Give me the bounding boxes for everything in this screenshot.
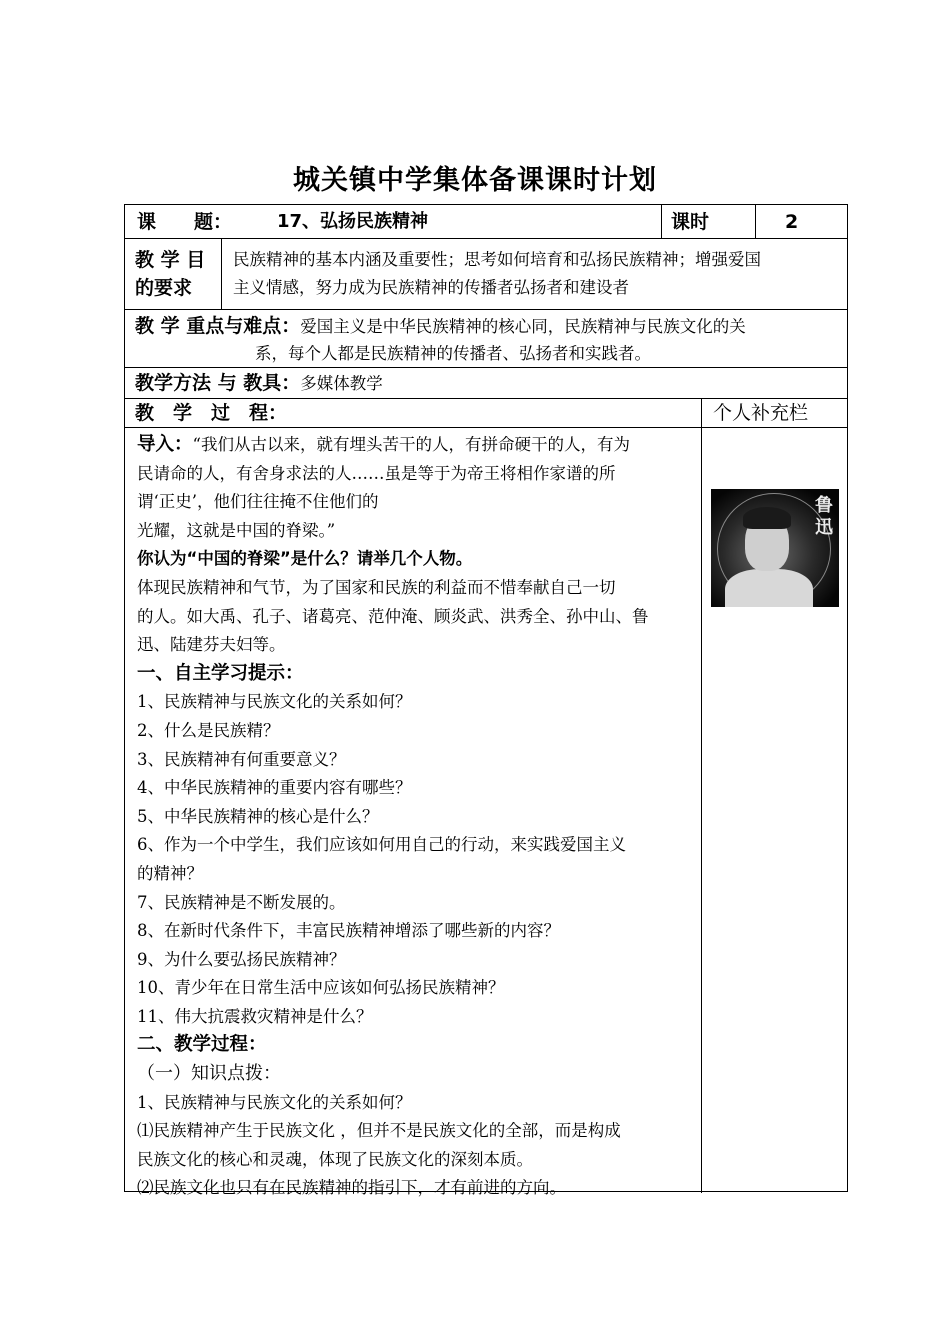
- topic-label: 课 题：: [137, 211, 233, 233]
- self-study-item: 2、什么是民族精？: [137, 720, 280, 740]
- portrait-caption-char: 鲁: [815, 495, 833, 516]
- lesson-plan-table: [124, 204, 848, 1198]
- goals-label: [135, 246, 205, 302]
- intro-line: 谓‘正史’，他们往往掩不住他们的: [137, 492, 379, 512]
- intro-label: 导入：: [137, 434, 193, 455]
- row-divider: [125, 367, 847, 368]
- answer-line: 迅、陆建芬夫妇等。: [137, 635, 286, 655]
- self-study-item: 5、中华民族精神的核心是什么？: [137, 806, 379, 826]
- knowledge-line: ⑴民族精神产生于民族文化 ，但并不是民族文化的全部，而是构成: [137, 1121, 621, 1141]
- topic-value: 17、弘扬民族精神: [277, 211, 429, 232]
- self-study-item: 的精神？: [137, 863, 203, 883]
- goals-text-line2: 主义情感，努力成为民族精神的传播者弘扬者和建设者: [233, 278, 629, 297]
- column-divider: [755, 205, 756, 238]
- focus-text-line1: 爱国主义是中华民族精神的核心同，民族精神与民族文化的关: [300, 317, 746, 336]
- knowledge-line: ⑵民族文化也只有在民族精神的指引下，才有前进的方向。: [137, 1178, 566, 1198]
- row-divider: [125, 427, 847, 428]
- method-text: 多媒体教学: [300, 374, 383, 393]
- process-label: 教 学 过 程：: [135, 402, 288, 424]
- goals-label-line2: 的要求: [135, 277, 193, 299]
- side-column-label: 个人补充栏: [713, 402, 809, 424]
- method-label: 教学方法 与 教具：: [135, 372, 301, 394]
- column-divider: [661, 205, 662, 238]
- self-study-item: 8、在新时代条件下，丰富民族精神增添了哪些新的内容？: [137, 921, 560, 941]
- column-divider: [221, 238, 222, 309]
- self-study-item: 9、为什么要弘扬民族精神？: [137, 949, 346, 969]
- process-content: [137, 431, 703, 1203]
- answer-line: 的人。如大禹、孔子、诸葛亮、范仲淹、顾炎武、洪秀全、孙中山、鲁: [137, 606, 649, 626]
- page-title: 城关镇中学集体备课课时计划: [293, 165, 657, 196]
- knowledge-line: 民族文化的核心和灵魂，体现了民族文化的深刻本质。: [137, 1149, 533, 1169]
- self-study-item: 6、作为一个中学生，我们应该如何用自己的行动，来实践爱国主义: [137, 835, 626, 855]
- self-study-item: 3、民族精神有何重要意义？: [137, 749, 346, 769]
- goals-text: [233, 246, 843, 302]
- portrait-image: [711, 489, 839, 607]
- period-value: 2: [785, 211, 799, 233]
- knowledge-line: 1、民族精神与民族文化的关系如何？: [137, 1092, 412, 1112]
- self-study-item: 11、伟大抗震救灾精神是什么？: [137, 1006, 373, 1026]
- goals-text-line1: 民族精神的基本内涵及重要性；思考如何培育和弘扬民族精神；增强爱国: [233, 250, 761, 269]
- subsection-heading: （一）知识点拨：: [137, 1063, 281, 1085]
- period-label: 课时: [671, 211, 710, 233]
- self-study-item: 1、民族精神与民族文化的关系如何？: [137, 692, 412, 712]
- portrait-caption-char: 迅: [815, 517, 833, 538]
- section-heading: 二、教学过程：: [137, 1034, 267, 1056]
- self-study-item: 7、民族精神是不断发展的。: [137, 892, 346, 912]
- portrait-body: [725, 569, 813, 607]
- question-line: 你认为“中国的脊梁”是什么？请举几个人物。: [137, 549, 473, 569]
- focus-text-line2: 系，每个人都是民族精神的传播者、弘扬者和实践者。: [255, 344, 651, 363]
- section-heading: 一、自主学习提示：: [137, 662, 304, 684]
- self-study-item: 10、青少年在日常生活中应该如何弘扬民族精神？: [137, 978, 505, 998]
- portrait-hair: [743, 507, 791, 529]
- goals-label-line1: 教 学 目: [135, 249, 206, 271]
- intro-line: 光耀，这就是中国的脊梁。”: [137, 520, 336, 540]
- intro-line: 民请命的人，有舍身求法的人……虽是等于为帝王将相作家谱的所: [137, 463, 616, 483]
- portrait-caption: [813, 495, 835, 539]
- row-divider: [125, 238, 847, 239]
- self-study-item: 4、中华民族精神的重要内容有哪些？: [137, 778, 412, 798]
- intro-line: “我们从古以来，就有埋头苦干的人，有拼命硬干的人，有为: [192, 435, 630, 454]
- focus-label: 教 学 重点与难点：: [135, 315, 301, 337]
- method-block: [135, 369, 383, 397]
- focus-block: [135, 313, 841, 367]
- answer-line: 体现民族精神和气节，为了国家和民族的利益而不惜奉献自己一切: [137, 577, 616, 597]
- row-divider: [125, 309, 847, 310]
